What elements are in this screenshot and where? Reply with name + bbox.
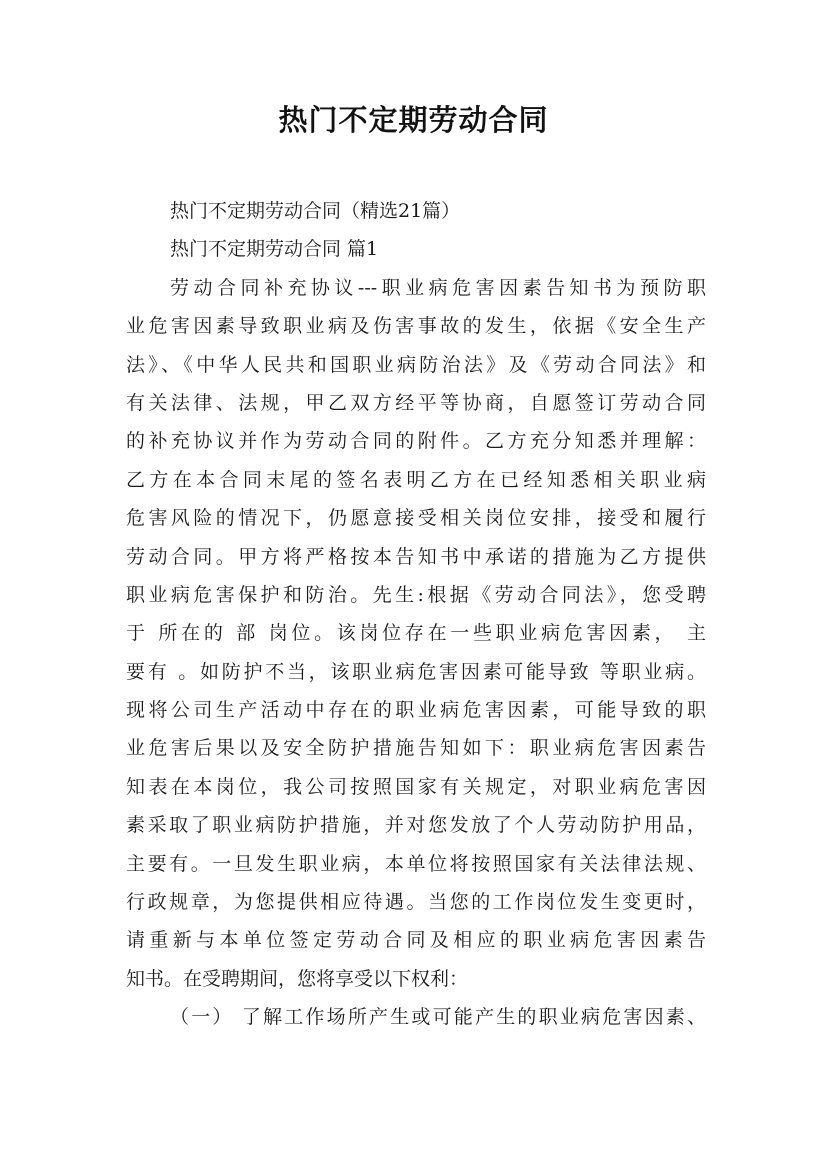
paragraph-text — [126, 269, 706, 1037]
text-line: 劳动合同。甲方将严格按本告知书中承诺的措施为乙方提供 — [126, 545, 706, 568]
text-line: 法》、《中华人民共和国职业病防治法》及《劳动合同法》和 — [126, 353, 706, 376]
text-line: 业危害因素导致职业病及伤害事故的发生，依据《安全生产 — [126, 315, 706, 338]
text-line: 知表在本岗位，我公司按照国家有关规定，对职业病危害因 — [126, 775, 706, 798]
text-line: 的补充协议并作为劳动合同的附件。乙方充分知悉并理解： — [126, 430, 706, 453]
text-line: （一） 了解工作场所产生或可能产生的职业病危害因素、 — [170, 1006, 706, 1029]
text-line: 有关法律、法规，甲乙双方经平等协商，自愿签订劳动合同 — [126, 391, 706, 414]
section-heading: 热门不定期劳动合同 篇1 — [170, 238, 379, 261]
text-line: 请重新与本单位签定劳动合同及相应的职业病危害因素告 — [126, 929, 706, 952]
text-line: 知书。在受聘期间，您将享受以下权利： — [126, 967, 469, 990]
text-line: 劳动合同补充协议---职业病危害因素告知书为预防职 — [170, 276, 706, 299]
text-line: 职业病危害保护和防治。先生:根据《劳动合同法》，您受聘 — [126, 583, 706, 606]
text-line: 现将公司生产活动中存在的职业病危害因素，可能导致的职 — [126, 699, 706, 722]
document-subtitle: 热门不定期劳动合同（精选21篇） — [170, 200, 461, 222]
text-line: 危害风险的情况下，仍愿意接受相关岗位安排，接受和履行 — [126, 507, 706, 530]
text-line: 于 所在的 部 岗位。该岗位存在一些职业病危害因素， 主 — [126, 622, 706, 645]
document-body — [126, 192, 706, 1037]
document-title: 热门不定期劳动合同 — [278, 103, 549, 137]
text-line: 要有 。如防护不当，该职业病危害因素可能导致 等职业病。 — [126, 660, 706, 683]
text-line: 乙方在本合同末尾的签名表明乙方在已经知悉相关职业病 — [126, 468, 706, 491]
text-line: 行政规章，为您提供相应待遇。当您的工作岗位发生变更时， — [126, 891, 706, 914]
text-line: 主要有。一旦发生职业病，本单位将按照国家有关法律法规、 — [126, 852, 706, 875]
text-line: 业危害后果以及安全防护措施告知如下：职业病危害因素告 — [126, 737, 706, 760]
text-line: 素采取了职业病防护措施，并对您发放了个人劳动防护用品， — [126, 814, 706, 837]
